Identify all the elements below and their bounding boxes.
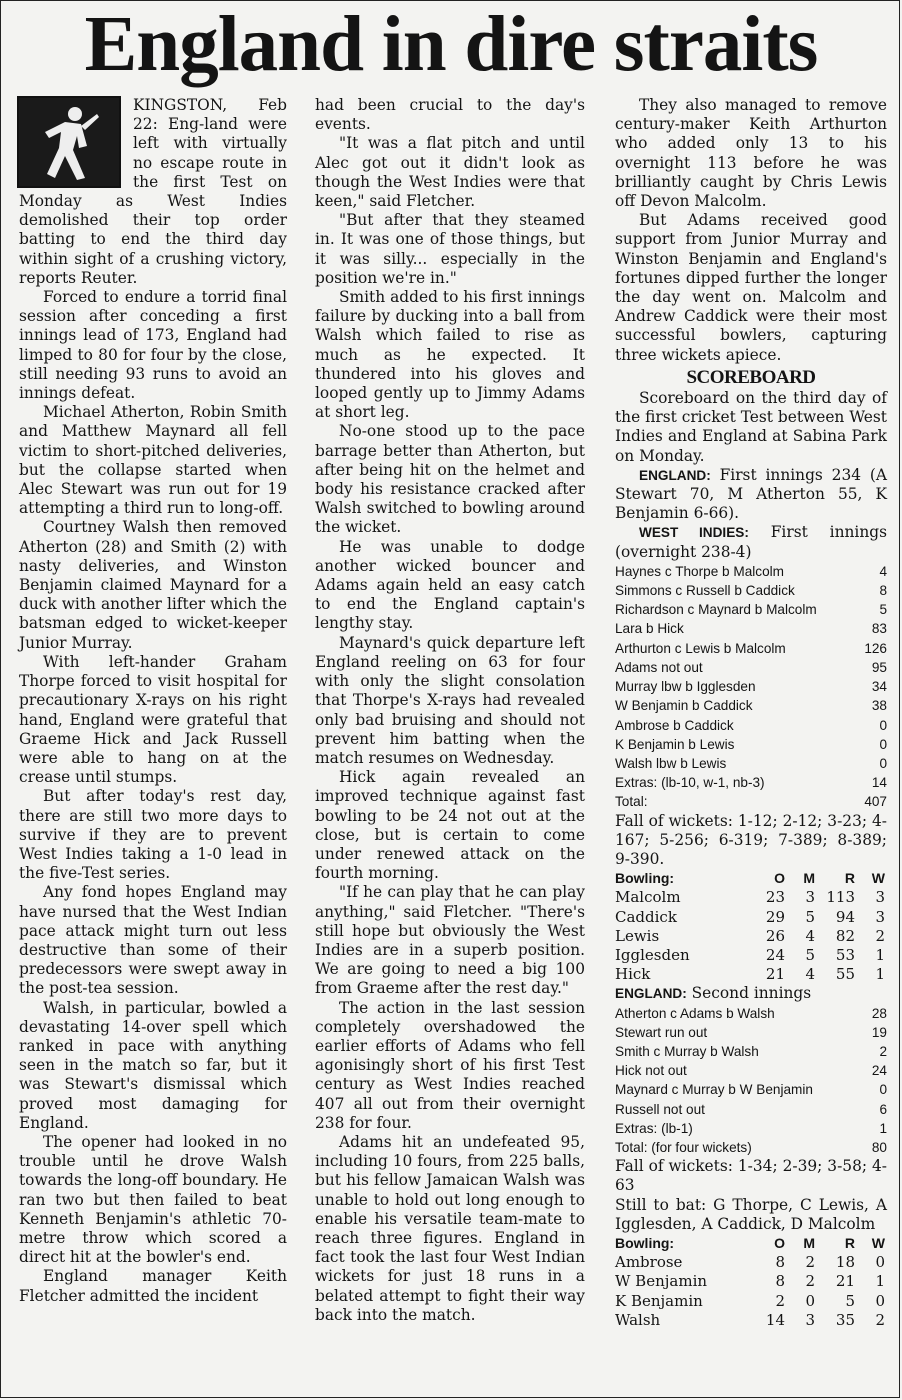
cricketer-silhouette-icon [35,102,105,184]
batting-row [615,600,887,619]
batting-row [615,619,887,638]
bowling-header-cell: M [803,870,815,887]
bowling-figure: 8 [775,1253,785,1272]
bowling-figure: 4 [805,926,815,945]
paragraph: "It was a flat pitch and until Alec got out it didn't look as though the West Indies were that keen," said Fletcher. [315,134,585,211]
west-indies-first-innings-text: First innings (overnight 238-4) [615,523,887,561]
headline: England in dire straits [84,1,818,88]
west-indies-batting-card [615,562,887,812]
runs: 83 [871,621,887,637]
runs: 28 [871,1005,887,1021]
runs: 0 [879,1082,887,1098]
west-indies-bowling-table [615,1234,885,1330]
bowling-row [615,1311,885,1330]
paragraph: Michael Atherton, Robin Smith and Matthew Maynard all fell victim to short-pitched deliveries, but the collapse started when Alec Stewart was run out for 19 attempting a third run to long-off. [19,403,287,518]
article-column-1 [19,96,287,1306]
paragraph: Forced to endure a torrid final session after conceding a first innings lead of 173, England had limped to 80 for four by the close, still needing 93 runs to avoid an innings defeat. [19,288,287,403]
batsman-dismissal: Total: [615,794,648,810]
bowling-figure: 24 [765,945,785,964]
batting-row [615,696,887,715]
paragraph: England manager Keith Fletcher admitted the incident [19,1267,287,1305]
batting-row [615,1080,887,1099]
runs: 95 [871,659,887,675]
bowler-name: Igglesden [615,945,690,964]
article-column-2 [315,96,585,1325]
batsman-dismissal: Walsh lbw b Lewis [615,755,727,771]
batsman-dismissal: K Benjamin b Lewis [615,736,735,752]
batsman-dismissal: Atherton c Adams b Walsh [615,1005,775,1021]
runs: 80 [871,1139,887,1155]
bowling-figure: 18 [835,1253,855,1272]
england-batting-card [615,1004,887,1158]
bowling-figure: 23 [765,888,785,907]
bowling-figure: 82 [835,926,855,945]
bowling-figure: 8 [775,1272,785,1291]
paragraph: With left-hander Graham Thorpe forced to visit hospital for precautionary X-rays on his right hand, England were grateful that Graeme Hick and Jack Russell were able to hang on at the crease until stumps. [19,652,287,787]
bowling-header-row [615,1234,885,1253]
still-to-bat: Still to bat: G Thorpe, C Lewis, A Igglesden, A Caddick, D Malcolm [615,1195,887,1233]
england-fall-of-wickets: Fall of wickets: 1-34; 2-39; 3-58; 4-63 [615,1157,887,1195]
batsman-dismissal: W Benjamin b Caddick [615,698,753,714]
west-indies-label: WEST INDIES: [639,525,749,541]
bowling-row [615,946,885,965]
bowling-header-row [615,869,885,888]
bowling-header-cell: M [803,1234,815,1251]
england-first-innings-text: First innings 234 (A Stewart 70, M Atherton 55, K Benjamin 6-66). [615,465,887,523]
bowling-figure: 3 [875,888,885,907]
runs: 126 [864,640,887,656]
bowler-name: Hick [615,965,651,984]
bowling-figure: 53 [835,945,855,964]
bowling-figure: 35 [835,1310,855,1329]
paragraph: had been crucial to the day's events. [315,96,585,134]
paragraph: KINGSTON, Feb 22: Eng-land were left with virtually no escape route in the first Test on Monday as West Indies demolished their top order batting to end the third day within sight of a crushing victory, reports Reuter. [19,96,287,287]
batting-row [615,773,887,792]
runs: 34 [871,679,887,695]
bowling-figure: 3 [875,907,885,926]
runs: 24 [871,1063,887,1079]
bowling-header-cell: Bowling: [615,870,675,887]
bowling-row [615,927,885,946]
bowler-name: Malcolm [615,888,681,907]
batsman-dismissal: Lara b Hick [615,621,684,637]
paragraph: The action in the last session completely overshadowed the earlier efforts of Adams who fell agonisingly short of his first Test century as West Indies reached 407 all out from their overnight 238 for four. [315,998,585,1132]
bowling-figure: 1 [875,965,885,984]
west-indies-fall-of-wickets: Fall of wickets: 1-12; 2-12; 3-23; 4-167; 5-256; 6-319; 7-389; 8-389; 9-390. [615,811,887,868]
bowling-header-cell: W [871,1234,885,1251]
batsman-dismissal: Richardson c Maynard b Malcolm [615,602,817,618]
article-column-3 [615,96,887,1330]
batting-row [615,1061,887,1080]
batsman-dismissal: Russell not out [615,1101,705,1117]
bowler-name: K Benjamin [615,1291,703,1310]
paragraph: They also managed to remove century-maker Keith Arthurton who added only 13 to his overnight 113 before he was brilliantly caught by Chris Lewis off Devon Malcolm. [615,96,887,211]
batsman-dismissal: Arthurton c Lewis b Malcolm [615,640,786,656]
paragraph: Smith added to his first innings failure by ducking into a ball from Walsh which failed to rise as much as he expected. It thundered into his gloves and looped gently up to Jimmy Adams at short leg. [315,288,585,422]
england-bowling-table [615,869,885,984]
bowling-header-cell: W [871,870,885,887]
cricketer-photo [17,96,121,188]
runs: 8 [879,583,887,599]
batsman-dismissal: Maynard c Murray b W Benjamin [615,1082,813,1098]
bowling-figure: 21 [765,965,785,984]
bowling-header-cell: R [844,870,855,887]
bowling-figure: 29 [765,907,785,926]
batsman-dismissal: Simmons c Russell b Caddick [615,583,795,599]
batting-row [615,581,887,600]
west-indies-first-innings [615,523,887,561]
bowling-header-cell: O [774,870,785,887]
batting-row [615,639,887,658]
paragraph: Hick again revealed an improved technique against fast bowling to be 24 not out at the close, but is certain to come under renewed attack on the fourth morning. [315,768,585,883]
runs: 19 [871,1024,887,1040]
batting-row [615,1023,887,1042]
runs: 38 [871,698,887,714]
england-second-label: ENGLAND: [615,986,687,1002]
paragraph: Walsh, in particular, bowled a devastating 14-over spell which ranked in pace with anything seen in the match so far, but it was Stewart's dismissal which proved most damaging for England. [19,998,287,1132]
scoreboard-heading: SCOREBOARD [686,366,816,388]
bowling-row [615,1292,885,1311]
paragraph: "If he can play that he can play anything," said Fletcher. "There's still hope but obviously the West Indies are in a superb position. We are going to need a big 100 from Graeme after the rest day." [315,883,585,998]
runs: 0 [879,717,887,733]
england-second-innings [615,984,887,1003]
bowling-figure: 5 [805,907,815,926]
batsman-dismissal: Haynes c Thorpe b Malcolm [615,563,784,579]
bowling-figure: 0 [805,1291,815,1310]
england-label: ENGLAND: [639,467,711,483]
bowling-figure: 2 [875,1310,885,1329]
bowler-name: W Benjamin [615,1272,708,1291]
batsman-dismissal: Ambrose b Caddick [615,717,734,733]
batsman-dismissal: Stewart run out [615,1024,708,1040]
bowling-figure: 3 [805,1310,815,1329]
batting-row [615,677,887,696]
paragraph: No-one stood up to the pace barrage better than Atherton, but after being hit on the helmet and body his resistance cracked after Walsh switched to bowling around the wicket. [315,422,585,537]
bowling-row [615,965,885,984]
bowling-figure: 5 [805,945,815,964]
bowling-figure: 2 [805,1272,815,1291]
runs: 14 [871,775,887,791]
bowling-figure: 94 [835,907,855,926]
batting-row [615,735,887,754]
runs: 4 [879,563,887,579]
bowling-figure: 0 [875,1291,885,1310]
runs: 1 [879,1120,887,1136]
batsman-dismissal: Adams not out [615,659,703,675]
paragraph: "But after that they steamed in. It was one of those things, but it was silly... especially in the position we're in." [315,211,585,287]
batting-row [615,1119,887,1138]
paragraph: Adams hit an undefeated 95, including 10 fours, from 225 balls, but his fellow Jamaican Walsh was unable to hold out long enough to enable his versatile team-mate to reach three figures. England in fact took the last four West Indian wickets for just 18 runs in a belated attempt to fight their way back into the match. [315,1132,585,1324]
batting-row [615,562,887,581]
bowling-figure: 2 [805,1253,815,1272]
paragraph: Courtney Walsh then removed Atherton (28) and Smith (2) with nasty deliveries, and Winston Benjamin claimed Maynard for a duck with another lifter which the batsman edged to wicket-keeper Junior Murray. [19,518,287,652]
batsman-dismissal: Hick not out [615,1063,687,1079]
bowler-name: Walsh [615,1310,661,1329]
bowling-row [615,888,885,907]
batting-row [615,716,887,735]
bowling-figure: 113 [826,888,855,907]
bowling-figure: 0 [875,1253,885,1272]
bowling-header-cell: R [844,1234,855,1251]
paragraph: But Adams received good support from Junior Murray and Winston Benjamin and England's fortunes dipped further the longer the day went on. Malcolm and Andrew Caddick were their most successful bowlers, capturing three wickets apiece. [615,211,887,364]
batsman-dismissal: Smith c Murray b Walsh [615,1043,759,1059]
batting-row [615,792,887,811]
paragraph: But after today's rest day, there are still two more days to survive if they are to prevent West Indies taking a 1-0 lead in the five-Test series. [19,787,287,883]
batsman-dismissal: Total: (for four wickets) [615,1139,752,1155]
runs: 407 [864,794,887,810]
batting-row [615,1100,887,1119]
runs: 5 [879,602,887,618]
paragraph: The opener had looked in no trouble until he drove Walsh towards the long-off boundary. He ran two but then failed to beat Kenneth Benjamin's athletic 70-metre throw which scored a direct hit at the bowler's end. [19,1132,287,1267]
england-first-innings [615,466,887,524]
batting-row [615,658,887,677]
paragraph: Any fond hopes England may have nursed that the West Indian pace attack might turn out less destructive than some of their predecessors were swept away in the post-tea session. [19,883,287,998]
paragraph: Maynard's quick departure left England reeling on 63 for four with only the slight consolation that Thorpe's X-rays had revealed only bad bruising and should not prevent him batting when the match resumes on Wednesday. [315,633,585,767]
england-second-innings-text: Second innings [686,984,812,1003]
bowling-figure: 2 [875,926,885,945]
batsman-dismissal: Extras: (lb-1) [615,1120,693,1136]
batting-row [615,1004,887,1023]
bowling-figure: 4 [805,965,815,984]
paragraph: He was unable to dodge another wicked bouncer and Adams again held an easy catch to end the England captain's lengthy stay. [315,537,585,633]
bowling-figure: 2 [775,1291,785,1310]
runs: 6 [879,1101,887,1117]
runs: 0 [879,755,887,771]
bowling-figure: 1 [875,1272,885,1291]
batsman-dismissal: Murray lbw b Igglesden [615,679,756,695]
bowler-name: Lewis [615,926,660,945]
runs: 0 [879,736,887,752]
bowling-row [615,908,885,927]
runs: 2 [879,1043,887,1059]
batsman-dismissal: Extras: (lb-10, w-1, nb-3) [615,775,765,791]
bowling-figure: 3 [805,888,815,907]
batting-row [615,1138,887,1157]
bowling-header-cell: Bowling: [615,1234,675,1251]
bowling-header-cell: O [774,1234,785,1251]
bowling-figure: 1 [875,945,885,964]
bowling-figure: 5 [845,1291,855,1310]
bowling-figure: 55 [835,965,855,984]
batting-row [615,754,887,773]
bowling-figure: 26 [765,926,785,945]
scoreboard-intro: Scoreboard on the third day of the first cricket Test between West Indies and England at Sabina Park on Monday. [615,389,887,465]
bowler-name: Caddick [615,907,677,926]
bowling-figure: 14 [765,1310,785,1329]
bowling-row [615,1272,885,1291]
bowling-row [615,1253,885,1272]
batting-row [615,1042,887,1061]
bowler-name: Ambrose [615,1253,683,1272]
bowling-figure: 21 [835,1272,855,1291]
